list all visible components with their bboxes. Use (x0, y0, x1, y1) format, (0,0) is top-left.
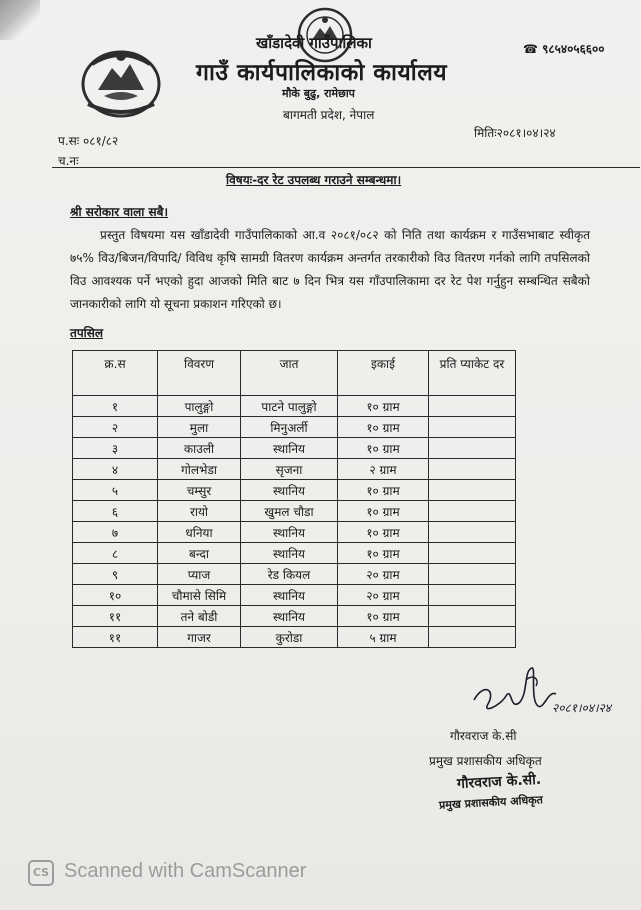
header-divider (52, 167, 640, 168)
letter-date: मितिः२०८१।०४।२४ (474, 126, 556, 140)
cell-rate (429, 459, 516, 480)
cell-unit: १० ग्राम (338, 480, 429, 501)
header-rate: प्रति प्याकेट दर (429, 351, 516, 396)
scanner-watermark: Scanned with CamScanner (64, 860, 307, 882)
cell-serial: ५ (73, 480, 158, 501)
cell-variety: स्थानिय (241, 438, 338, 459)
cell-variety: कुरोडा (241, 627, 338, 648)
stamp-post: प्रमुख प्रशासकीय अधिकृत (438, 793, 544, 812)
cell-unit: १० ग्राम (338, 417, 429, 438)
table-row (73, 564, 516, 585)
cell-serial: ९ (73, 564, 158, 585)
header-serial: क्र.स (73, 351, 158, 396)
table-row (73, 480, 516, 501)
cell-rate (429, 627, 516, 648)
cell-unit: १० ग्राम (338, 543, 429, 564)
handwritten-signature (466, 660, 616, 732)
table-row (73, 585, 516, 606)
cell-variety: सृजना (241, 459, 338, 480)
cell-variety: खुमल चौडा (241, 501, 338, 522)
cell-description: चम्सुर (158, 480, 241, 501)
cell-serial: २ (73, 417, 158, 438)
cell-serial: १० (73, 585, 158, 606)
cell-unit: १० ग्राम (338, 522, 429, 543)
cell-description: गोलभेडा (158, 459, 241, 480)
table-row (73, 543, 516, 564)
table-row (73, 522, 516, 543)
cell-unit: ५ ग्राम (338, 627, 429, 648)
cell-rate (429, 606, 516, 627)
cell-description: धनिया (158, 522, 241, 543)
letter-body (70, 224, 590, 316)
cell-rate (429, 438, 516, 459)
cell-description: तने बोडी (158, 606, 241, 627)
table-row (73, 417, 516, 438)
letter-body-text: प्रस्तुत विषयमा यस खाँडादेवी गाउँपालिकाको आ.व २०८१/०८२ को निति तथा कार्यक्रम र गाउँसभाबाट स्वीकृत ७५% विउ/बिजन/विपादि/ विविध कृषि सामग्री वितरण कार्यक्रम अन्तर्गत तरकारीको विउ वितरण गर्नको लागि तपसिलको विउ आवश्यक पर्ने भएको हुदा आजको मिति बाट ७ दिन भित्र यस गाँउपालिकामा दर रेट पेश गर्नुहुन सम्बन्धित सबैको जानकारीको लागि यो सूचना प्रकाशन गरिएको छ। (70, 228, 590, 311)
handwritten-date: २०८१।०४।२४ (552, 701, 612, 715)
cell-variety: स्थानिय (241, 606, 338, 627)
cell-rate (429, 543, 516, 564)
cell-serial: ३ (73, 438, 158, 459)
page-corner-shadow (0, 0, 40, 40)
cell-description: मुला (158, 417, 241, 438)
cell-description: गाजर (158, 627, 241, 648)
table-row (73, 606, 516, 627)
signatory-post: प्रमुख प्रशासकीय अधिकृत (429, 754, 542, 768)
cell-unit: २ ग्राम (338, 459, 429, 480)
cell-unit: २० ग्राम (338, 585, 429, 606)
reference-number: प.सः ०८१/८२ (58, 134, 119, 148)
cell-rate (429, 522, 516, 543)
signatory-name: गौरवराज के.सी (450, 729, 517, 743)
cell-variety: स्थानिय (241, 543, 338, 564)
table-row (73, 459, 516, 480)
cell-description: बन्दा (158, 543, 241, 564)
cell-unit: १० ग्राम (338, 438, 429, 459)
cell-variety: रेड कियल (241, 564, 338, 585)
office-title: गाउँ कार्यपालिकाको कार्यालय (196, 60, 448, 86)
table-header-row (73, 351, 516, 396)
nepal-emblem-icon (78, 44, 164, 120)
cell-rate (429, 564, 516, 585)
cell-variety: स्थानिय (241, 585, 338, 606)
cell-unit: १० ग्राम (338, 396, 429, 417)
cell-unit: २० ग्राम (338, 564, 429, 585)
cell-serial: ११ (73, 627, 158, 648)
details-label: तपसिल (70, 326, 104, 340)
stamp-name: गौरवराज के.सी. (456, 771, 542, 793)
cell-variety: पाटने पालुङ्गो (241, 396, 338, 417)
cell-rate (429, 585, 516, 606)
cell-rate (429, 396, 516, 417)
cell-unit: १० ग्राम (338, 606, 429, 627)
cell-serial: ८ (73, 543, 158, 564)
table-row (73, 501, 516, 522)
table-row (73, 396, 516, 417)
cell-description: प्याज (158, 564, 241, 585)
cell-serial: ४ (73, 459, 158, 480)
cell-rate (429, 417, 516, 438)
letter-salutation: श्री सरोकार वाला सबै। (70, 205, 169, 219)
cell-serial: ६ (73, 501, 158, 522)
table-row (73, 438, 516, 459)
cell-description: पालुङ्गो (158, 396, 241, 417)
cell-serial: ११ (73, 606, 158, 627)
cell-unit: १० ग्राम (338, 501, 429, 522)
cell-serial: १ (73, 396, 158, 417)
table-row (73, 627, 516, 648)
cell-variety: मिनुअर्ली (241, 417, 338, 438)
address-line-2: बागमती प्रदेश, नेपाल (283, 108, 375, 122)
letter-subject: विषयः-दर रेट उपलब्ध गराउने सम्बन्धमा। (226, 173, 402, 187)
cell-serial: ७ (73, 522, 158, 543)
camscanner-logo-icon: CS (28, 860, 54, 886)
cell-description: रायो (158, 501, 241, 522)
header-variety: जात (241, 351, 338, 396)
municipality-name: खाँडादेवी गाउँपालिका (256, 34, 372, 52)
address-line-1: मौके बुढु, रामेछाप (282, 87, 355, 100)
header-description: विवरण (158, 351, 241, 396)
seed-rate-table (72, 350, 516, 648)
cell-variety: स्थानिय (241, 480, 338, 501)
cell-description: काउली (158, 438, 241, 459)
phone-number: ☎ ९८५४०५६६०० (523, 42, 605, 56)
cell-rate (429, 480, 516, 501)
header-unit: इकाई (338, 351, 429, 396)
cell-rate (429, 501, 516, 522)
cell-description: चौमासे सिमि (158, 585, 241, 606)
dispatch-number: च.नः (58, 154, 79, 168)
cell-variety: स्थानिय (241, 522, 338, 543)
